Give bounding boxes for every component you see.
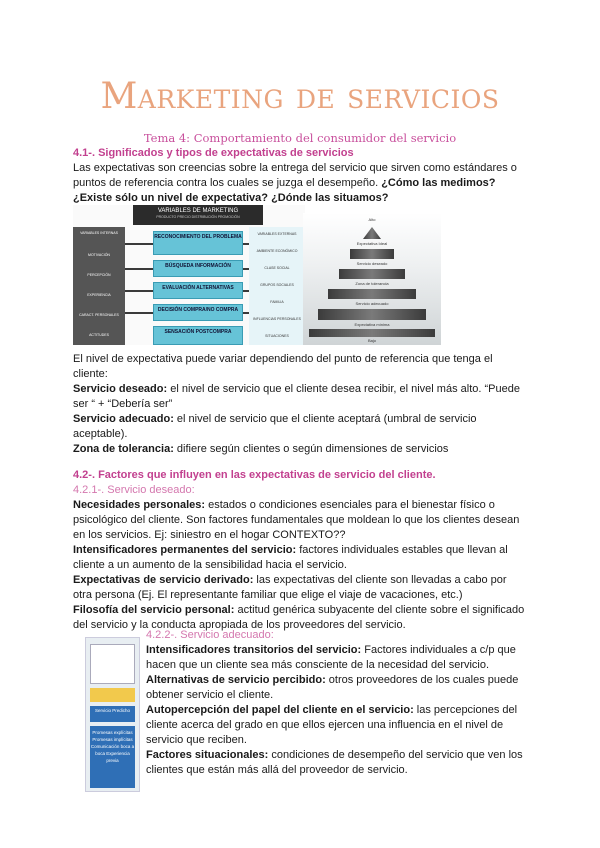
right-item: GRUPOS SOCIALES — [260, 283, 294, 287]
left-item: PERCEPCIÓN — [87, 273, 111, 277]
expectation-levels-pyramid — [303, 213, 441, 345]
transitory-intensifiers-2: hacen que un cliente sea más consciente de la necesidad del servicio. — [146, 659, 490, 671]
perceived-alternatives: Alternativas de servicio percibido: otros proveedores de los cuales puede — [146, 674, 519, 686]
pyramid-level: Zona de tolerancia — [355, 281, 389, 286]
topic-subtitle: Tema 4: Comportamiento del consumidor del servicio — [143, 131, 457, 145]
arrow — [125, 312, 153, 314]
pyramid-tier — [328, 289, 416, 299]
self-perceived-role: Autopercepción del papel del cliente en el servicio: las percepciones del — [146, 704, 518, 716]
left-item: ACTITUDES — [89, 333, 109, 337]
s41-line3: ¿Existe sólo un nivel de expectativa? ¿Dónde las situamos? — [73, 192, 389, 204]
pyramid-level: Expectativa Ideal — [356, 241, 388, 246]
right-item: FAMILIA — [270, 300, 284, 304]
self-perceived-role-2: cliente acerca del grado en que ellos ejercen una influencia en el nivel de — [146, 719, 504, 731]
pyramid-top-label: Alto — [368, 217, 376, 222]
personal-service-philosophy: Filosofía del servicio personal: actitud genérica subyacente del cliente sobre el significado — [73, 604, 525, 616]
pyramid-level: Servicio adecuado — [355, 301, 389, 306]
s41-line2: puntos de referencia contra los cuales se juzga el desempeño. ¿Cómo las medimos? — [73, 177, 496, 189]
left-item: CARACT. PERSONALES — [79, 313, 119, 317]
section-4-1-heading: 4.1-. Significados y tipos de expectativas de servicios — [73, 147, 354, 159]
arrow — [125, 243, 153, 245]
derived-expectations: Expectativas de servicio derivado: las expectativas del cliente son llevadas a cabo por — [73, 574, 507, 586]
internal-variables-column — [73, 227, 125, 345]
adequate-service-def-2: aceptable). — [73, 428, 128, 440]
adequate-service-def: Servicio adecuado: el nivel de servicio que el cliente aceptará (umbral de servicio — [73, 413, 477, 425]
tolerance-zone-def: Zona de tolerancia: difiere según clientes o según dimensiones de servicios — [73, 443, 449, 455]
external-variables-column — [249, 227, 305, 345]
personal-needs-3: en los servicios. Ej: siniestro en el hogar CONTEXTO?? — [73, 529, 346, 541]
process-step: SENSACIÓN POSTCOMPRA — [153, 326, 243, 345]
pyramid-tier — [363, 227, 381, 239]
personal-needs-2: psicológico del cliente. Son factores fundamentales que moldean lo que los clientes desean — [73, 514, 520, 526]
pyramid-tier — [318, 309, 426, 320]
left-item: MOTIVACIÓN — [88, 253, 110, 257]
personal-needs: Necesidades personales: estados o condiciones esenciales para el bienestar físico o — [73, 499, 495, 511]
left-item: EXPERIENCIA — [87, 293, 111, 297]
personal-service-philosophy-2: del servicio y la conducta apropiada de los proveedores del servicio. — [73, 619, 406, 631]
desired-service-def: Servicio deseado: el nivel de servicio que el cliente desea recibir, el nivel más alto. “Puede — [73, 383, 520, 395]
diagram-header: VARIABLES DE MARKETING PRODUCTO PRECIO DISTRIBUCIÓN PROMOCIÓN — [133, 205, 263, 225]
perceived-alternatives-2: obtener servicio el cliente. — [146, 689, 274, 701]
marketing-variables-diagram — [73, 205, 305, 345]
situational-factors: Factores situacionales: condiciones de desempeño del servicio que ven los — [146, 749, 523, 761]
subsection-4-2-2: 4.2.2-. Servicio adecuado: — [146, 629, 274, 641]
pyramid-level: Servicio deseado — [356, 261, 388, 266]
self-perceived-role-3: servicio que reciben. — [146, 734, 247, 746]
levels-intro-2: cliente: — [73, 368, 108, 380]
permanent-intensifiers-2: cliente a un aumento de la sensibilidad hacia el servicio. — [73, 559, 347, 571]
desired-service-def-2: ser “ + “Debería ser” — [73, 398, 173, 410]
arrow — [125, 290, 153, 292]
subsection-4-2-1: 4.2.1-. Servicio deseado: — [73, 484, 195, 496]
expectation-sources-box: Promesas explícitas Promesas implícitas Comunicación boca a boca Experiencia previa — [90, 726, 135, 788]
pyramid-bottom-label: Bajo — [367, 338, 376, 343]
left-item: VARIABLES INTERNAS — [80, 231, 118, 235]
process-step: RECONOCIMIENTO DEL PROBLEMA — [153, 231, 243, 255]
transitory-intensifiers: Intensificadores transitorios del servicio: Factores individuales a c/p que — [146, 644, 516, 656]
right-item: VARIABLES EXTERNAS — [257, 232, 297, 236]
right-item: AMBIENTE ECONÓMICO — [256, 249, 298, 253]
process-step: EVALUACIÓN ALTERNATIVAS — [153, 282, 243, 299]
arrow — [125, 268, 153, 270]
levels-intro: El nivel de expectativa puede variar dependiendo del punto de referencia que tenga el — [73, 353, 493, 365]
page-title: Marketing de servicios — [100, 76, 500, 117]
predicted-service-box: Servicio Predicho — [90, 706, 135, 722]
process-step: DECISIÓN COMPRA/NO COMPRA — [153, 304, 243, 321]
pyramid-tier — [350, 249, 394, 259]
right-item: SITUACIONES — [265, 334, 289, 338]
permanent-intensifiers: Intensificadores permanentes del servicio: factores individuales estables que llevan al — [73, 544, 508, 556]
section-4-2-heading: 4.2-. Factores que influyen en las expectativas de servicio del cliente. — [73, 469, 436, 481]
predicted-service-diagram — [85, 637, 140, 792]
situational-factors-2: clientes que están más allá del proveedor de servicio. — [146, 764, 408, 776]
s41-line1: Las expectativas son creencias sobre la entrega del servicio que sirven como estándares o — [73, 162, 517, 174]
diagram3-top-box — [90, 644, 135, 684]
pyramid-tier — [309, 329, 435, 337]
derived-expectations-2: otra persona (Ej. El representante familiar que elige el viaje de vacaciones, etc.) — [73, 589, 463, 601]
diagram3-yellow-bar — [90, 688, 135, 702]
pyramid-level: Expectativa mínima — [354, 322, 390, 327]
process-step: BÚSQUEDA INFORMACIÓN — [153, 260, 243, 277]
pyramid-tier — [339, 269, 405, 279]
right-item: CLASE SOCIAL — [264, 266, 290, 270]
right-item: INFLUENCIAS PERSONALES — [253, 317, 301, 321]
